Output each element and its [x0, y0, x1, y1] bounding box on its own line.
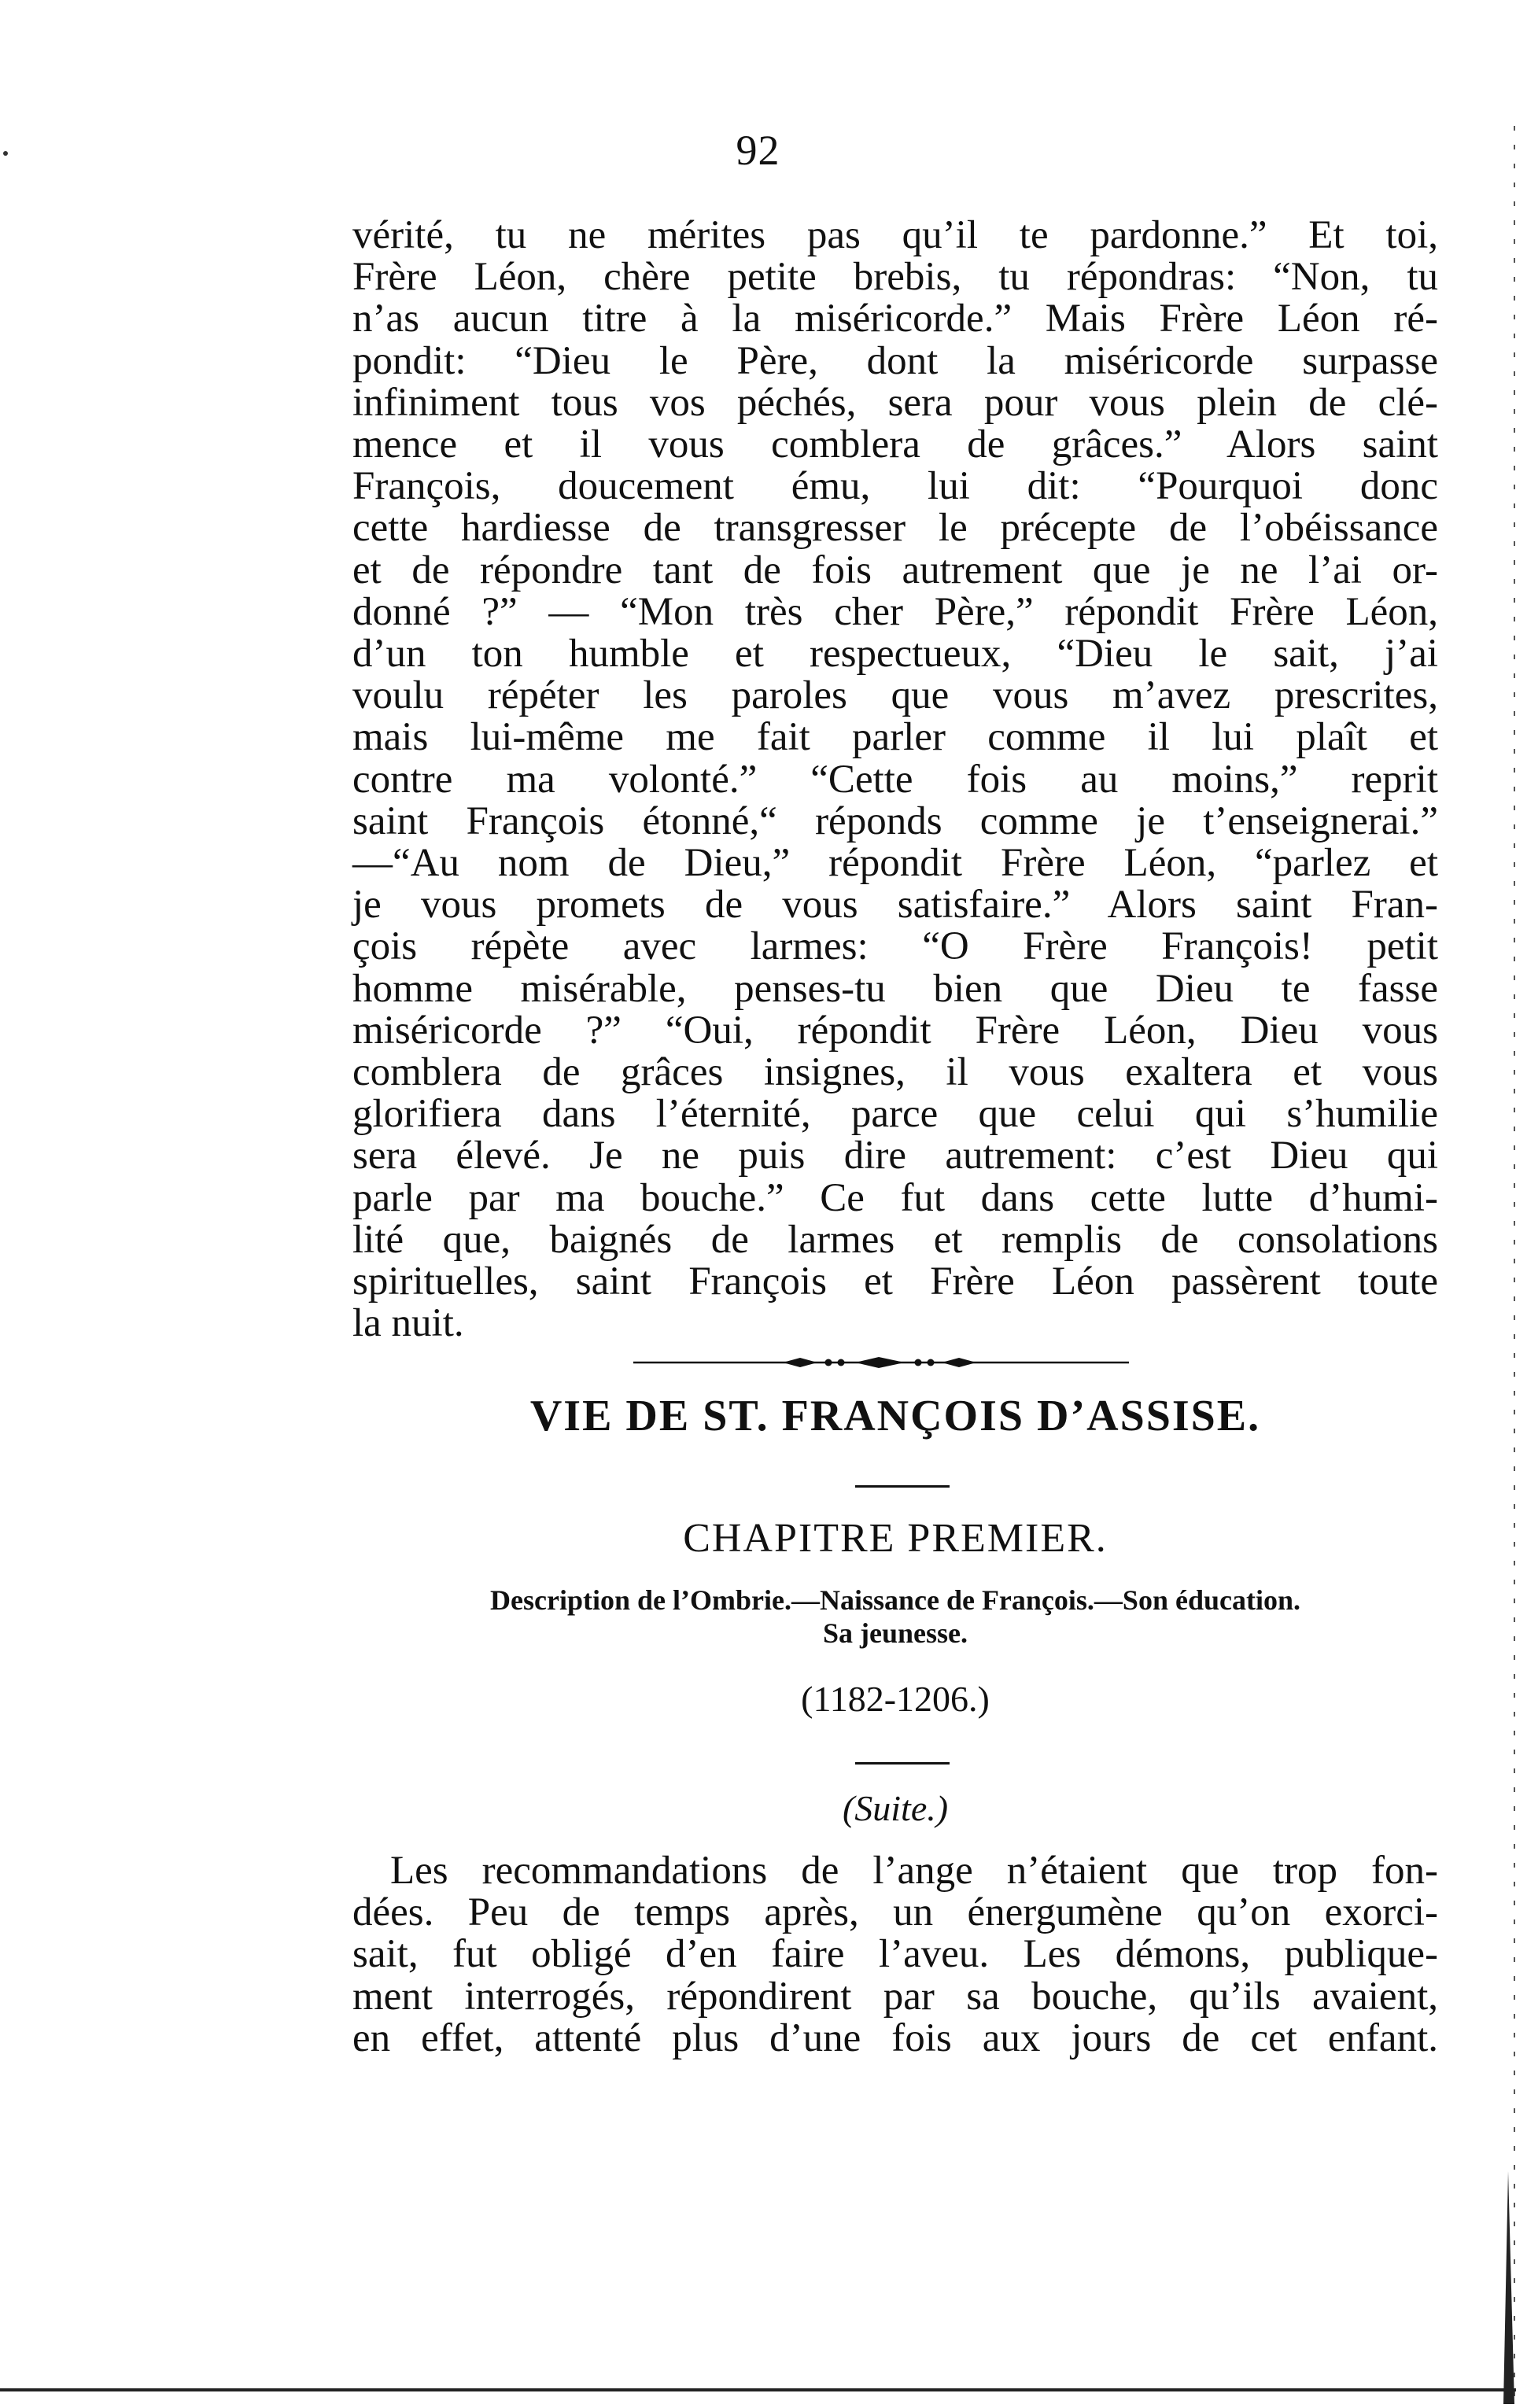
text-line: saint François étonné,“ réponds comme je t’enseignerai.” — [352, 798, 1438, 843]
chapter-dates: (1182-1206.) — [801, 1679, 990, 1719]
text-line: je vous promets de vous satisfaire.” Alors saint Fran- — [352, 883, 1438, 927]
page-bottom-edge — [0, 2388, 1516, 2391]
text-line: comblera de grâces insignes, il vous exaltera et vous — [352, 1050, 1438, 1095]
text-line: miséricorde ?” “Oui, répondit Frère Léon, Dieu vous — [352, 1008, 1438, 1053]
text-line: contre ma volonté.” “Cette fois au moins,” reprit — [352, 757, 1438, 802]
text-line: Frère Léon, chère petite brebis, tu répondras: “Non, tu — [352, 255, 1438, 300]
text-line: mence et il vous comblera de grâces.” Alors saint — [352, 422, 1438, 467]
text-line: infiniment tous vos péchés, sera pour vous plein de clé- — [352, 380, 1438, 425]
text-line: la nuit. — [352, 1301, 464, 1346]
divider — [855, 1762, 950, 1765]
bottom-paragraph — [352, 1850, 1438, 2060]
text-line: vérité, tu ne mérites pas qu’il te pardonne.” Et toi, — [352, 213, 1438, 257]
text-line: pondit: “Dieu le Père, dont la miséricorde surpasse — [352, 338, 1438, 383]
text-line: sera élevé. Je ne puis dire autrement: c’est Dieu qui — [352, 1134, 1438, 1178]
page-edge-shadow — [1500, 126, 1516, 2404]
divider — [855, 1485, 950, 1488]
chapter-title: CHAPITRE PREMIER. — [683, 1516, 1108, 1561]
text-line: cette hardiesse de transgresser le précepte de l’obéissance — [352, 506, 1438, 551]
text-line: et de répondre tant de fois autrement que je ne l’ai or- — [352, 548, 1438, 592]
text-line: en effet, attenté plus d’une fois aux jours de cet enfant. — [352, 2015, 1438, 2060]
text-line: çois répète avec larmes: “O Frère François! petit — [352, 924, 1438, 969]
text-line: Les recommandations de l’ange n’étaient que trop fon- — [390, 1849, 1438, 1893]
text-line: donné ?” — “Mon très cher Père,” répondit Frère Léon, — [352, 589, 1438, 634]
summary-line: Sa jeunesse. — [822, 1617, 968, 1649]
text-line: n’as aucun titre à la miséricorde.” Mais Frère Léon ré- — [352, 297, 1438, 341]
text-line: François, doucement ému, lui dit: “Pourquoi donc — [352, 464, 1438, 509]
text-line: ment interrogés, répondirent par sa bouche, qu’ils avaient, — [352, 1974, 1438, 2019]
section-title: VIE DE ST. FRANÇOIS D’ASSISE. — [529, 1392, 1261, 1440]
text-line: glorifiera dans l’éternité, parce que celui qui s’humilie — [352, 1092, 1438, 1137]
page-number: 92 — [736, 127, 780, 174]
text-line: parle par ma bouche.” Ce fut dans cette lutte d’humi- — [352, 1175, 1438, 1220]
text-line: lité que, baignés de larmes et remplis de consolations — [352, 1217, 1438, 1262]
continuation-label: (Suite.) — [842, 1788, 949, 1828]
text-line: sait, fut obligé d’en faire l’aveu. Les démons, publique- — [352, 1932, 1438, 1977]
text-line: homme misérable, penses-tu bien que Dieu te fasse — [352, 966, 1438, 1011]
text-line: dées. Peu de temps après, un énergumène qu’on exorci- — [352, 1890, 1438, 1935]
text-line: —“Au nom de Dieu,” répondit Frère Léon, “parlez et — [352, 841, 1438, 886]
text-line: mais lui-même me fait parler comme il lui plaît et — [352, 715, 1438, 760]
top-paragraph — [352, 215, 1438, 1344]
chapter-summary — [352, 1584, 1438, 1650]
text-line: d’un ton humble et respectueux, “Dieu le sait, j’ai — [352, 632, 1438, 677]
text-line: spirituelles, saint François et Frère Léon passèrent toute — [352, 1259, 1438, 1304]
summary-line: Description de l’Ombrie.—Naissance de François.—Son éducation. — [490, 1584, 1300, 1616]
ornamental-rule-icon — [633, 1357, 1129, 1368]
text-line: voulu répéter les paroles que vous m’avez prescrites, — [352, 673, 1438, 718]
